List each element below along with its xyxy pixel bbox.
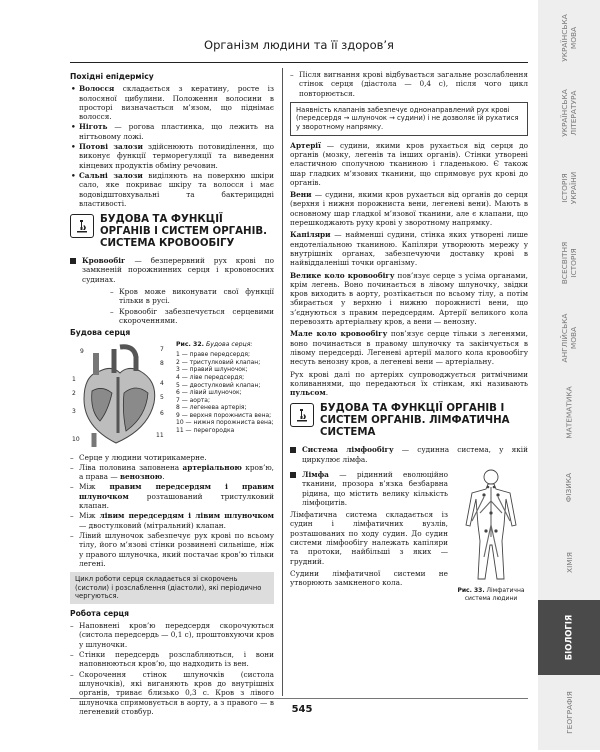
fig32-label-7: 7 [160, 345, 164, 353]
page-number: 545 [291, 704, 313, 715]
section-heading-lymph [290, 403, 528, 439]
capillaries-paragraph: Капіляри — найменші судини, стінка яких утворені лише ендотеліальною тканиною. Капіляри утворюють мережу у внутрішніх органах, забезпечуючи доставку крові в найвіддаленіші точки організму. [290, 230, 528, 268]
veins-paragraph: Вени — судини, якими кров рухається від органів до серця (верхня і нижня порожниста вени, легеневі вени). Мають в основному шар гладкої м’язової тканини, але є клапани, що перешкоджають руху крові у зворотному напрямку. [290, 190, 528, 228]
legend-item: 8 — легенева артерія; [176, 404, 247, 412]
fig32-label-5: 5 [160, 393, 164, 401]
list-item: • Потові залози здійснюють потовиділення, що виконує функції терморегуляції та виведення кінцевих продуктів обміну речовин. [70, 142, 274, 170]
figure-32 [70, 341, 274, 449]
microscope-icon [70, 214, 94, 238]
heart-diagram [70, 341, 170, 449]
heart-heading: Будова серця [70, 328, 131, 338]
tab-world-history[interactable]: ВСЕСВІТНЯ ІСТОРІЯ [538, 225, 600, 302]
lymph-definition: Лімфа — рідинний еволюційно тканини, прозора в’язка безбарвна рідина, що містить велику кількість лімфоцитів. [290, 470, 448, 507]
legend-item: 1 — праве передсердя; [176, 351, 251, 359]
tab-physics[interactable]: ФІЗИКА [538, 450, 600, 527]
section-heading-circulation [70, 214, 274, 250]
heart-work-heading: Робота серця [70, 608, 130, 618]
legend-item: 6 — лівий шлуночок; [176, 389, 242, 397]
list-item: • Сальні залози виділяють на поверхню шкіри сало, яке покриває шкіру та волосся і має водовідштовхувальні та бактерицидні властивості. [70, 171, 274, 208]
fig32-label-11: 11 [156, 431, 164, 439]
figure-32-caption: Рис. 32. Будова серця: [176, 340, 253, 348]
legend-item: 5 — двостулковий клапан; [176, 381, 261, 389]
subject-tabs [538, 0, 600, 750]
legend-item: 9 — верхня порожниста вена; [176, 411, 272, 419]
tab-mathematics[interactable]: МАТЕМАТИКА [538, 375, 600, 452]
square-bullet-icon [70, 258, 76, 264]
tab-geography[interactable]: ГЕОГРАФІЯ [538, 675, 600, 752]
small-circle-paragraph: Мале коло кровообігу пов’язує серце тільки з легенями, воно починається в правому шлуночку та закінчується в лівому передсерді. Легеневі артерії малого кола кровообігу несуть венозну кров, а легеневі вени — артеріальну. [290, 329, 528, 367]
circulation-definition: Кровообіг — безперервний рух крові по замкненій порожнинних серця і кровоносних судинах. [70, 256, 274, 284]
running-header: Організм людини та її здоров’я [204, 38, 394, 52]
list-item: – Ліва половина заповнена артеріальною кров’ю, а права — венозною. [70, 463, 274, 482]
figure-33-caption: Рис. 33. Лімфатична система людини [457, 587, 525, 602]
square-bullet-icon [290, 447, 296, 453]
list-item: – Наповнені кров’ю передсердя скорочуються (систола передсердь — 0,1 с), проштовхуючи кров у шлуночки. [70, 621, 274, 649]
fig32-label-8: 8 [160, 359, 164, 367]
tab-biology[interactable]: БІОЛОГІЯ [538, 600, 600, 677]
fig32-label-2: 2 [72, 389, 76, 397]
list-item: – Кровообіг забезпечується серцевими скороченнями. [110, 307, 274, 326]
list-item: – Стінки передсердь розслабляються, і вони наповнюються кров’ю, що надходить із вен. [70, 650, 274, 669]
section-title: БУДОВА ТА ФУНКЦІЇ ОРГАНІВ І СИСТЕМ ОРГАНІВ. ЛІМФАТИЧНА СИСТЕМА [320, 403, 510, 439]
arteries-paragraph: Артерії — судини, якими кров рухається від серця до органів (мозку, легенів та інших органів). Стінки утворені еластичною сполучною тканиною і гладенькою. Є також шар гладких м’язових тканини, що спрямовує рух крові до органів. [290, 140, 528, 187]
right-column [290, 70, 528, 602]
heart-facts-list [70, 453, 274, 569]
fig32-label-10: 10 [72, 435, 80, 443]
footer-rule [70, 698, 528, 699]
microscope-icon [290, 403, 314, 427]
heart-cycle-box: Цикл роботи серця складається зі скорочень (систоли) і розслаблення (діастоли), які періодично чергуються. [70, 572, 274, 604]
list-item: – Серце у людини чотирикамерне. [70, 453, 274, 462]
heart-work-list [70, 621, 274, 716]
big-circle-paragraph: Велике коло кровообігу пов’язує серце з усіма органами, крім легень. Воно починається в лівому шлуночку, звідки кров виходить в аорту, розтікається по всьому тілу, а потім збирається у верхню і нижню порожнисті вени, що з’єднуються з правим передсердям. Артерії великого кола перевозять артеріальну кров, а вени — венозну. [290, 270, 528, 327]
pulse-paragraph: Рух крові далі по артеріях супроводжується ритмічними коливаннями, що передаються їх стінкам, які називають пульсом. [290, 369, 528, 398]
fig32-label-6: 6 [160, 409, 164, 417]
lymph-paragraph: Лімфатична система складається із судин і лімфатичних вузлів, розташованих по ходу судин. До судин системи лімфообігу належать капіляри та протоки, найбільші з яких — грудний. [290, 510, 448, 566]
valves-note-box: Наявність клапанів забезпечує однонаправлений рух крові (передсердя → шлуночок → судини) і не дозволяє їй рухатися у зворотному напрямку. [290, 102, 528, 136]
derivatives-list [70, 84, 274, 208]
lymph-system-definition: Система лімфообігу — судинна система, у якій циркулює лімфа. [290, 445, 528, 464]
left-column [70, 70, 274, 719]
legend-item: 4 — ліве передсердя; [176, 373, 245, 381]
tab-english[interactable]: АНГЛІЙСЬКА МОВА [538, 300, 600, 377]
fig32-label-1: 1 [72, 375, 76, 383]
list-item: • Ніготь — рогова пластинка, що лежить на нігтьовому ложі. [70, 122, 274, 141]
lymph-block [290, 467, 528, 602]
list-item: – Скорочення стінок шлуночків (систола шлуночків), які виганяють кров до внутрішніх органів, триває близько 0,3 с. Кров з лівого шлуночка спрямовується в аорту, а з правого — в легеневий стовбур. [70, 670, 274, 716]
tab-ukrainian-language[interactable]: УКРАЇНСЬКА МОВА [538, 0, 600, 77]
legend-item: 2 — тристулковий клапан; [176, 358, 261, 366]
derivatives-heading: Похідні епідермісу [70, 72, 154, 81]
list-item: – Лівий шлуночок забезпечує рух крові по всьому тілу, його м’язові стінки розвинені сильніше, ніж у правого шлуночка, який постачає кров’ю тільки легені. [70, 531, 274, 568]
figure-33 [454, 467, 528, 602]
fig32-label-4: 4 [160, 379, 164, 387]
list-item: – Після вигнання крові відбувається загальне розслаблення стінок серця (діастола — 0,4 с), після чого цикл повторюється. [290, 70, 528, 98]
column-separator [282, 68, 283, 696]
list-item: – Кров може виконувати свої функції тільки в русі. [110, 287, 274, 306]
header-rule [70, 62, 528, 63]
fig32-label-9: 9 [80, 347, 84, 355]
circulation-notes [110, 287, 274, 325]
tab-ukrainian-literature[interactable]: УКРАЇНСЬКА ЛІТЕРАТУРА [538, 75, 600, 152]
section-title: БУДОВА ТА ФУНКЦІЇ ОРГАНІВ І СИСТЕМ ОРГАНІВ. СИСТЕМА КРОВООБІГУ [100, 214, 267, 250]
list-item: – Між правим передсердям і правим шлуночком розташований тристулковий клапан. [70, 482, 274, 510]
diastole-list [290, 70, 528, 98]
fig32-label-3: 3 [72, 407, 76, 415]
legend-item: 7 — аорта; [176, 396, 210, 404]
figure-32-legend [170, 341, 274, 449]
legend-item: 11 — перегородка [176, 427, 235, 435]
list-item: • Волосся складається з кератину, росте із волосяної цибулини. Положення волосини в просторі визначається м’язом, що піднімає волосся. [70, 84, 274, 121]
legend-item: 3 — правий шлуночок; [176, 366, 248, 374]
legend-item: 10 — нижня порожниста вена; [176, 419, 274, 427]
square-bullet-icon [290, 472, 296, 478]
tab-history-ukraine[interactable]: ІСТОРІЯ УКРАЇНИ [538, 150, 600, 227]
lymph-system-illustration [458, 467, 524, 585]
tab-chemistry[interactable]: ХІМІЯ [538, 525, 600, 602]
lymph-paragraph: Судини лімфатичної системи не утворюють замкненого кола. [290, 568, 448, 588]
list-item: – Між лівим передсердям і лівим шлуночком — двостулковий (мітральний) клапан. [70, 511, 274, 530]
